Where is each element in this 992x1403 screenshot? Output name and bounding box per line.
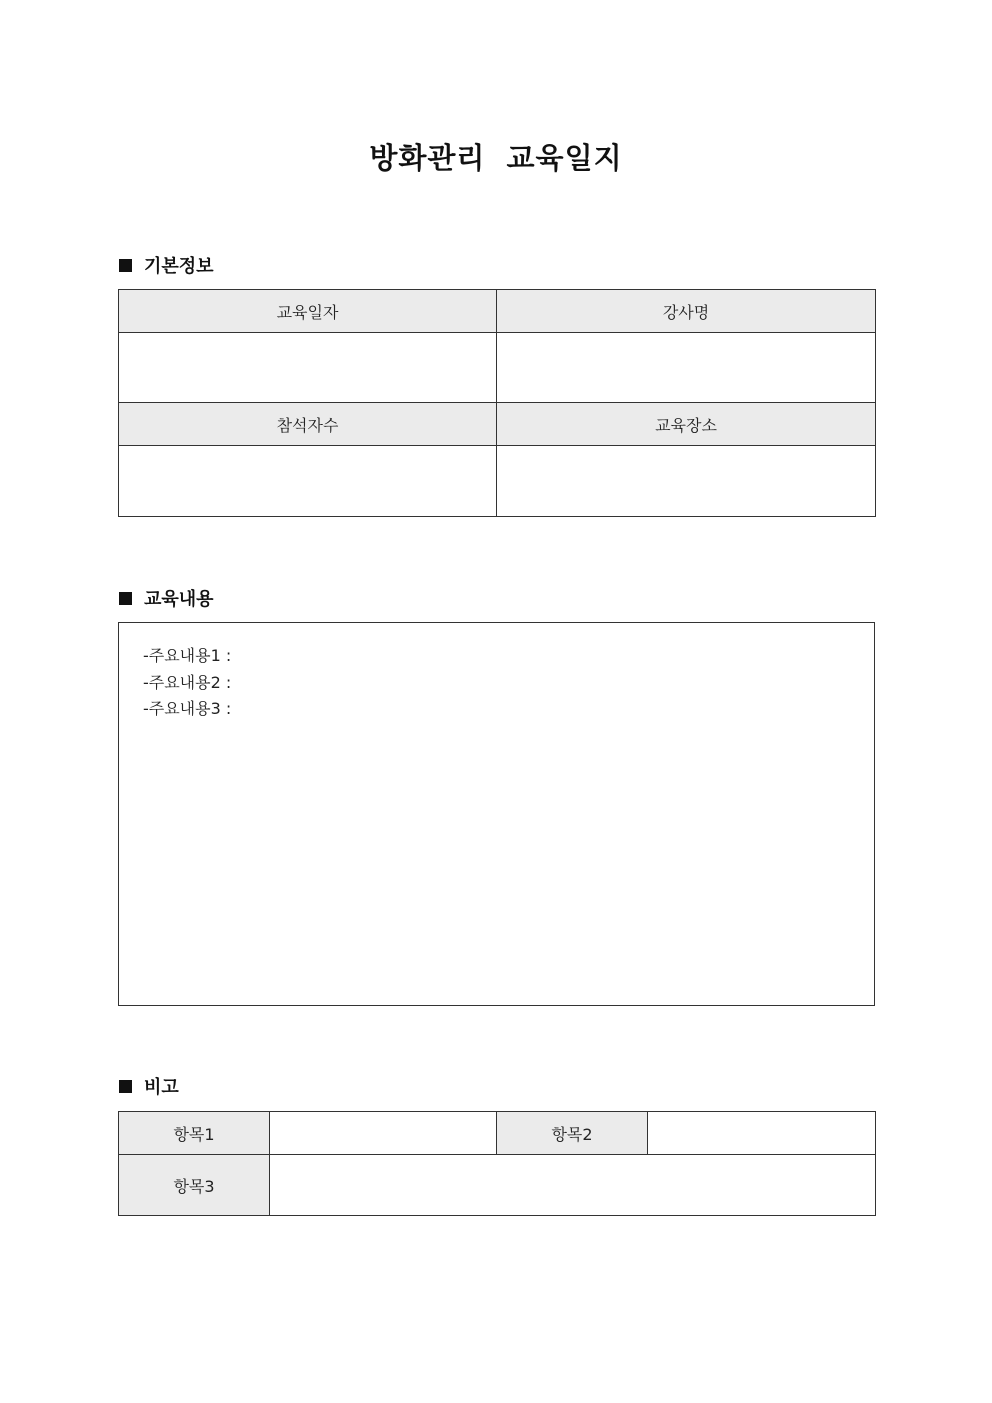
item1-label: 항목1 — [119, 1112, 270, 1155]
black-square-icon — [119, 1080, 132, 1093]
remarks-table — [118, 1111, 876, 1216]
content-line-1: -주요내용1 : — [143, 646, 232, 665]
item2-field[interactable] — [648, 1112, 876, 1155]
attendees-label: 참석자수 — [119, 403, 497, 446]
basic-info-table — [118, 289, 876, 517]
section-title: 교육내용 — [144, 589, 214, 610]
black-square-icon — [119, 259, 132, 272]
content-line-3: -주요내용3 : — [143, 699, 232, 718]
content-box[interactable] — [118, 622, 875, 1006]
section-title: 기본정보 — [144, 256, 214, 277]
content-line-2: -주요내용2 : — [143, 672, 232, 692]
content-lines — [143, 643, 231, 723]
attendees-field[interactable] — [119, 446, 497, 517]
edu-date-field[interactable] — [119, 333, 497, 403]
black-square-icon — [119, 592, 132, 605]
item1-field[interactable] — [270, 1112, 497, 1155]
instructor-label: 강사명 — [497, 290, 876, 333]
item2-label: 항목2 — [497, 1112, 648, 1155]
edu-date-label: 교육일자 — [119, 290, 497, 333]
section-heading-content — [119, 586, 214, 610]
section-heading-remarks — [119, 1074, 179, 1098]
instructor-field[interactable] — [497, 333, 876, 403]
item3-field[interactable] — [270, 1155, 876, 1216]
item3-label: 항목3 — [119, 1155, 270, 1216]
section-heading-basic-info — [119, 253, 214, 277]
location-field[interactable] — [497, 446, 876, 517]
page-title: 방화관리 교육일지 — [369, 141, 623, 175]
location-label: 교육장소 — [497, 403, 876, 446]
section-title: 비고 — [144, 1077, 179, 1098]
